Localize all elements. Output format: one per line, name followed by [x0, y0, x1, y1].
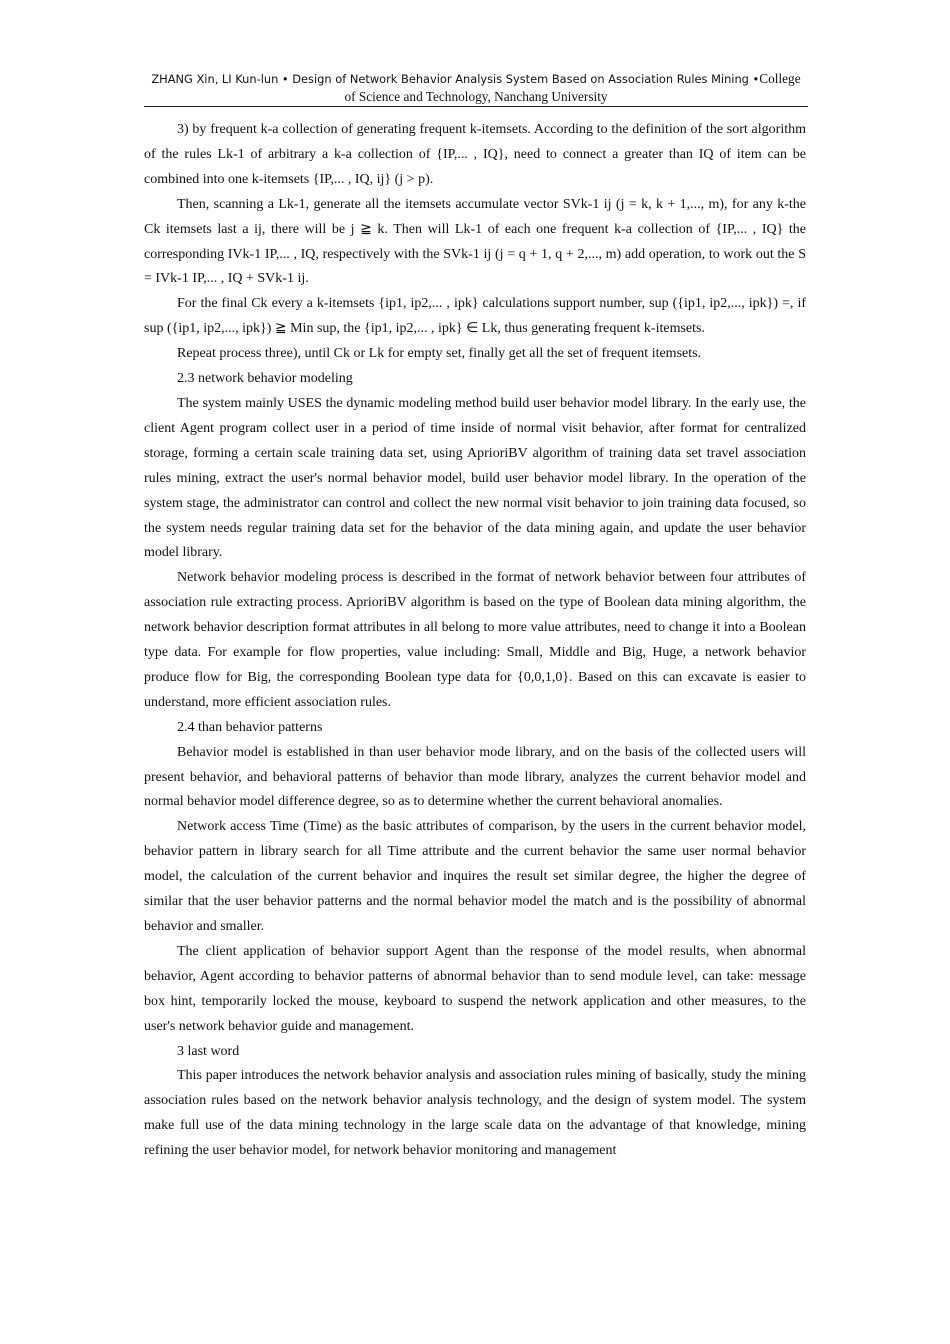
- paragraph-scanning: Then, scanning a Lk-1, generate all the itemsets accumulate vector SVk-1 ij (j = k, k + 1,..., m), for any k-the Ck itemsets last a ij, there will be j ≧ k. Then will Lk-1 of each one frequent k-a collection of {IP,... , IQ} the corresponding IVk-1 IP,... , IQ, respectively with the SVk-1 ij (j = q + 1, q + 2,..., m) add operation, to work out the S = IVk-1 IP,... , IQ + SVk-1 ij.: [144, 196, 806, 287]
- section-heading-3: 3 last word: [177, 1043, 240, 1059]
- paragraph-network-access-time: Network access Time (Time) as the basic attributes of comparison, by the users in the current behavior model, behavior pattern in library search for all Time attribute and the current behavior the same user normal behavior model, the calculation of the current behavior and inquires the result set similar degree, the higher the degree of similar that the user behavior patterns and the normal behavior model the match and is the possibility of abnormal behavior and smaller.: [144, 819, 806, 934]
- paragraph-conclusion: This paper introduces the network behavior analysis and association rules mining of basically, study the mining association rules based on the network behavior analysis technology, and the design of system model. The system make full use of the data mining technology in the large scale data on the advantage of that knowledge, mining refining the user behavior model, for network behavior monitoring and management: [144, 1068, 806, 1159]
- paragraph-client-application: The client application of behavior support Agent than the response of the model results, when abnormal behavior, Agent according to behavior patterns of abnormal behavior than to send module level, can take: message box hint, temporarily locked the mouse, keyboard to suspend the network application and other measures, to the user's network behavior guide and management.: [144, 943, 806, 1034]
- paragraph-dynamic-modeling: The system mainly USES the dynamic modeling method build user behavior model library. In the early use, the client Agent program collect user in a period of time inside of normal visit behavior, after format for centralized storage, forming a certain scale training data set, using AprioriBV algorithm of training data set travel association rules mining, extract the user's normal behavior model, build user behavior model library. In the operation of the system stage, the administrator can control and collect the new normal visit behavior to join training data focused, so the system needs regular training data set for the behavior of the data mining again, and update the user behavior model library.: [144, 395, 806, 561]
- section-heading-2-4: 2.4 than behavior patterns: [177, 719, 323, 735]
- header-institution-b: of Science and Technology, Nanchang University: [344, 89, 608, 104]
- paragraph-frequent-k-itemsets: 3) by frequent k-a collection of generating frequent k-itemsets. According to the definition of the sort algorithm of the rules Lk-1 of arbitrary a k-a collection of {IP,... , IQ}, need to connect a greater than IQ of item can be combined into one k-itemsets {IP,... , IQ, ij} (j > p).: [144, 122, 806, 187]
- header-institution-a: College: [759, 71, 801, 86]
- header-authors-title: ZHANG Xin, LI Kun-lun • Design of Network Behavior Analysis System Based on Association Rules Mining •: [151, 72, 760, 86]
- body-text: [144, 118, 806, 1164]
- running-header: [144, 70, 808, 106]
- header-rule: [144, 106, 808, 107]
- section-heading-2-3: 2.3 network behavior modeling: [177, 371, 353, 387]
- paragraph-behavior-model: Behavior model is established in than user behavior mode library, and on the basis of the collected users will present behavior, and behavioral patterns of behavior than mode library, analyzes the current behavior model and normal behavior model difference degree, so as to determine whether the current behavioral anomalies.: [144, 744, 806, 810]
- paragraph-modeling-process: Network behavior modeling process is described in the format of network behavior between four attributes of association rule extracting process. AprioriBV algorithm is based on the type of Boolean data mining algorithm, the network behavior description format attributes in all belong to more value attributes, need to change it into a Boolean type data. For example for flow properties, value including: Small, Middle and Big, Huge, a network behavior produce flow for Big, the corresponding Boolean type data for {0,0,1,0}. Based on this can excavate is easier to understand, more efficient association rules.: [144, 570, 806, 710]
- paragraph-repeat: Repeat process three), until Ck or Lk for empty set, finally get all the set of frequent itemsets.: [177, 346, 702, 362]
- paragraph-support-number: For the final Ck every a k-itemsets {ip1, ip2,... , ipk} calculations support number, sup ({ip1, ip2,..., ipk}) =, if sup ({ip1, ip2,..., ipk}) ≧ Min sup, the {ip1, ip2,... , ipk} ∈ Lk, thus generating frequent k-itemsets.: [144, 296, 806, 337]
